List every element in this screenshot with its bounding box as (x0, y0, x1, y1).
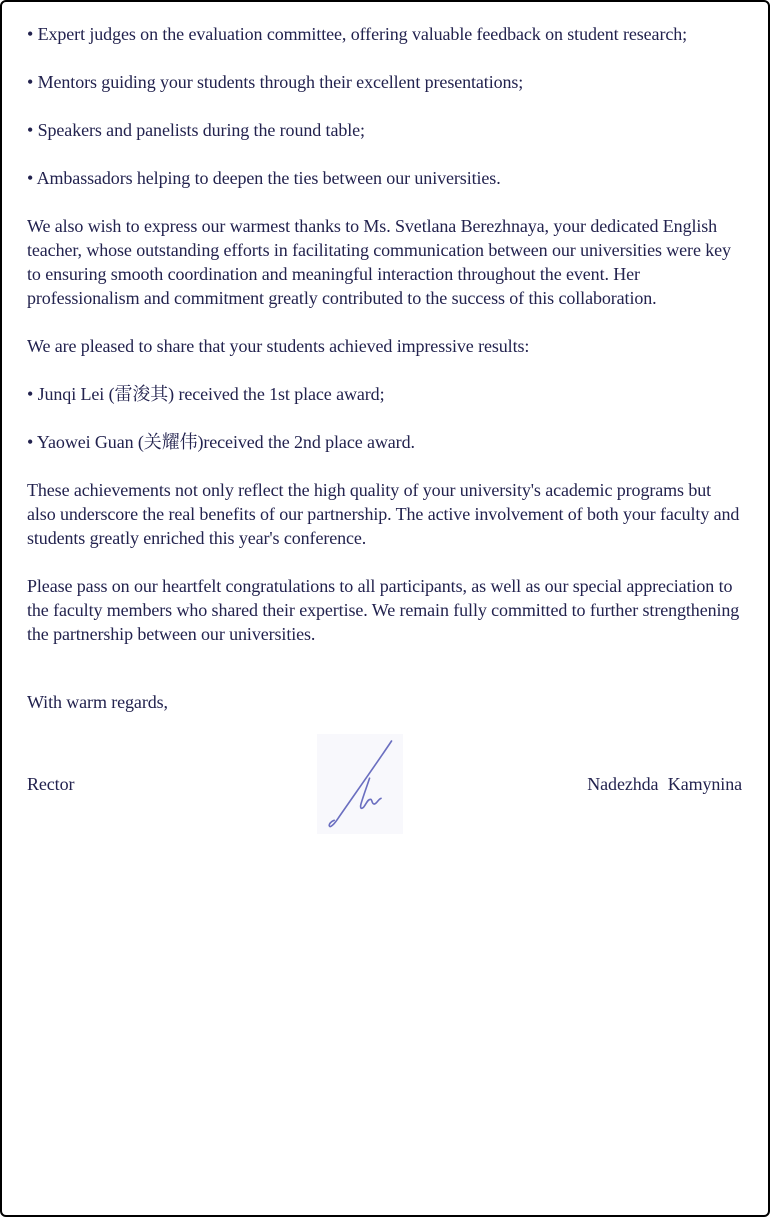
bullet-expert-judges: • Expert judges on the evaluation committee, offering valuable feedback on student research; (27, 24, 688, 44)
handwritten-signature (317, 734, 403, 834)
bullet-mentors: • Mentors guiding your students through their excellent presentations; (27, 72, 524, 92)
letter-body (2, 2, 768, 840)
paragraph-congratulations: Please pass on our heartfelt congratulations to all participants, as well as our special appreciation to the faculty members who shared their expertise. We remain fully committed to further strengthening the partnership between our universities. (27, 576, 740, 644)
bullet-ambassadors: • Ambassadors helping to deepen the ties between our universities. (27, 168, 501, 188)
paragraph-results-intro: We are pleased to share that your students achieved impressive results: (27, 336, 530, 356)
paragraph-achievements: These achievements not only reflect the high quality of your university's academic programs but also underscore the real benefits of our partnership. The active involvement of both your faculty and students greatly enriched this year's conference. (27, 480, 740, 548)
bullet-speakers: • Speakers and panelists during the round table; (27, 120, 365, 140)
bullet-first-place: • Junqi Lei (雷浚其) received the 1st place award; (27, 384, 385, 404)
paragraph-thanks-teacher: We also wish to express our warmest thanks to Ms. Svetlana Berezhnaya, your dedicated English teacher, whose outstanding efforts in facilitating communication between our universities were key to ensuring smooth coordination and meaningful interaction throughout the event. Her professionalism and commitment greatly contributed to the success of this collaboration. (27, 216, 731, 308)
bullet-second-place: • Yaowei Guan (关耀伟)received the 2nd place award. (27, 432, 415, 452)
signer-title: Rector (27, 774, 75, 794)
signature-block (27, 728, 742, 840)
closing-salutation: With warm regards, (27, 692, 168, 712)
signer-name: Nadezhda Kamynina (587, 774, 742, 794)
